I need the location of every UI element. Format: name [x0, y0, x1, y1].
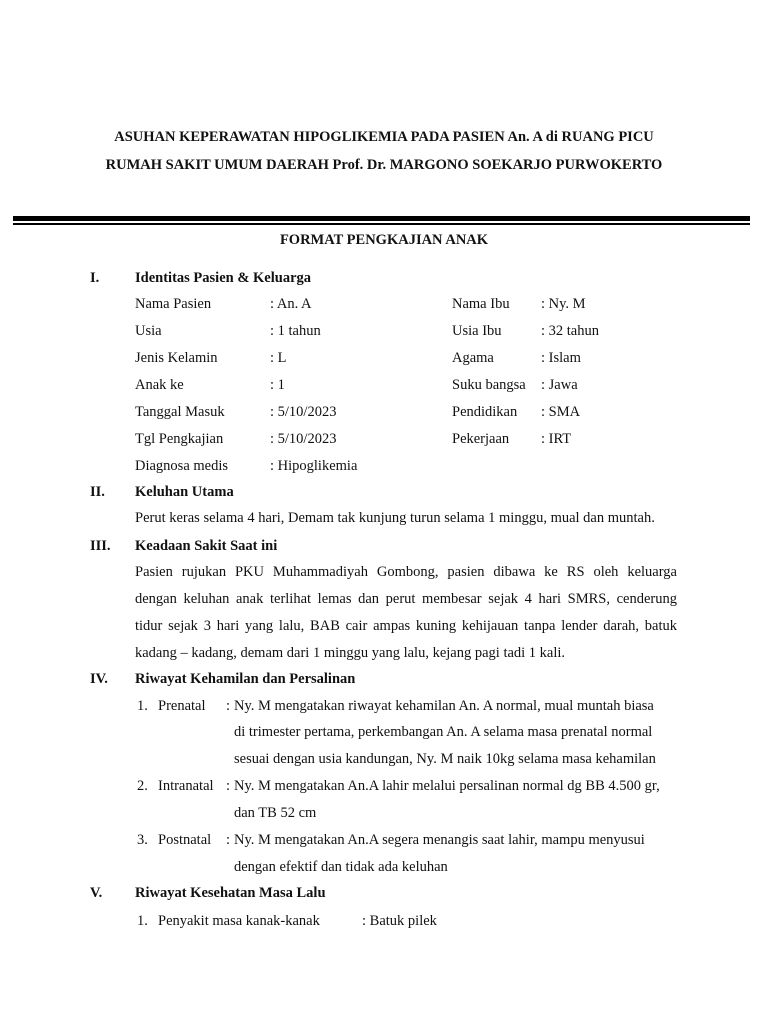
- section5-heading: Riwayat Kesehatan Masa Lalu: [135, 885, 326, 901]
- list-item-label: Intranatal: [158, 778, 214, 794]
- field-value: : L: [270, 350, 287, 366]
- section2-number: II.: [90, 484, 105, 500]
- list-item-line: Ny. M mengatakan An.A lahir melalui persalinan normal dg BB 4.500 gr,: [234, 778, 660, 794]
- paragraph-line: kadang – kadang, demam dari 1 minggu yang lalu, kejang pagi tadi 1 kali.: [135, 645, 566, 661]
- list-item-colon: :: [226, 698, 231, 714]
- section4-heading: Riwayat Kehamilan dan Persalinan: [135, 671, 356, 687]
- paragraph-line: tidur sejak 3 hari yang lalu, BAB cair ampas kuning kehijauan tanpa lender darah, batuk: [135, 618, 677, 634]
- list-item-line: Ny. M mengatakan riwayat kehamilan An. A normal, mual muntah biasa: [234, 698, 654, 714]
- chief-complaint-text: Perut keras selama 4 hari, Demam tak kunjung turun selama 1 minggu, mual dan muntah.: [135, 510, 655, 526]
- list-item-line: Ny. M mengatakan An.A segera menangis saat lahir, mampu menyusui: [234, 832, 645, 848]
- field-value: : Hipoglikemia: [270, 458, 358, 474]
- field-value: : IRT: [541, 431, 572, 447]
- section5-number: V.: [90, 885, 103, 901]
- field-label: Usia: [135, 323, 162, 339]
- field-label: Nama Ibu: [452, 296, 510, 312]
- field-label: Jenis Kelamin: [135, 350, 218, 366]
- section1-number: I.: [90, 270, 100, 286]
- section2-heading: Keluhan Utama: [135, 484, 234, 500]
- field-label: Tanggal Masuk: [135, 404, 225, 420]
- field-value: : 5/10/2023: [270, 404, 337, 420]
- header-rule-thick: [13, 216, 750, 221]
- field-label: Pekerjaan: [452, 431, 510, 447]
- header-rule-thin: [13, 223, 750, 225]
- field-label: Usia Ibu: [452, 323, 502, 339]
- document-title-line2: RUMAH SAKIT UMUM DAERAH Prof. Dr. MARGONO SOEKARJO PURWOKERTO: [105, 157, 663, 173]
- field-value: : An. A: [270, 296, 312, 312]
- field-value: : Jawa: [541, 377, 578, 393]
- field-value: : SMA: [541, 404, 581, 420]
- section4-number: IV.: [90, 671, 108, 687]
- list-item-colon: :: [226, 778, 231, 794]
- field-value: : 1 tahun: [270, 323, 321, 339]
- section1-heading: Identitas Pasien & Keluarga: [135, 270, 312, 286]
- list-item-line: dan TB 52 cm: [234, 805, 317, 821]
- field-label: Agama: [452, 350, 494, 366]
- field-label: Anak ke: [135, 377, 184, 393]
- field-value: : 32 tahun: [541, 323, 599, 339]
- section3-number: III.: [90, 538, 111, 554]
- list-item-value: : Batuk pilek: [362, 913, 437, 929]
- list-item-number: 2.: [137, 778, 148, 794]
- list-item-number: 1.: [137, 913, 148, 929]
- field-value: : 5/10/2023: [270, 431, 337, 447]
- list-item-label: Prenatal: [158, 698, 206, 714]
- field-label: Nama Pasien: [135, 296, 212, 312]
- field-value: : 1: [270, 377, 285, 393]
- field-label: Diagnosa medis: [135, 458, 229, 474]
- list-item-line: dengan efektif dan tidak ada keluhan: [234, 859, 448, 875]
- list-item-number: 3.: [137, 832, 148, 848]
- paragraph-line: Pasien rujukan PKU Muhammadiyah Gombong, pasien dibawa ke RS oleh keluarga: [135, 564, 677, 580]
- field-value: : Ny. M: [541, 296, 586, 312]
- list-item-line: di trimester pertama, perkembangan An. A selama masa prenatal normal: [234, 724, 653, 740]
- paragraph-line: dengan keluhan anak terlihat lemas dan perut membesar sejak 4 hari SMRS, cenderung: [135, 591, 677, 607]
- field-label: Pendidikan: [452, 404, 518, 420]
- list-item-number: 1.: [137, 698, 148, 714]
- list-item-label: Penyakit masa kanak-kanak: [158, 913, 320, 929]
- list-item-line: sesuai dengan usia kandungan, Ny. M naik 10kg selama masa kehamilan: [234, 751, 656, 767]
- list-item-colon: :: [226, 832, 231, 848]
- field-value: : Islam: [541, 350, 581, 366]
- section3-heading: Keadaan Sakit Saat ini: [135, 538, 278, 554]
- form-title: FORMAT PENGKAJIAN ANAK: [279, 232, 489, 248]
- field-label: Suku bangsa: [452, 377, 526, 393]
- field-label: Tgl Pengkajian: [135, 431, 224, 447]
- list-item-label: Postnatal: [158, 832, 212, 848]
- document-title-line1: ASUHAN KEPERAWATAN HIPOGLIKEMIA PADA PASIEN An. A di RUANG PICU: [114, 129, 654, 145]
